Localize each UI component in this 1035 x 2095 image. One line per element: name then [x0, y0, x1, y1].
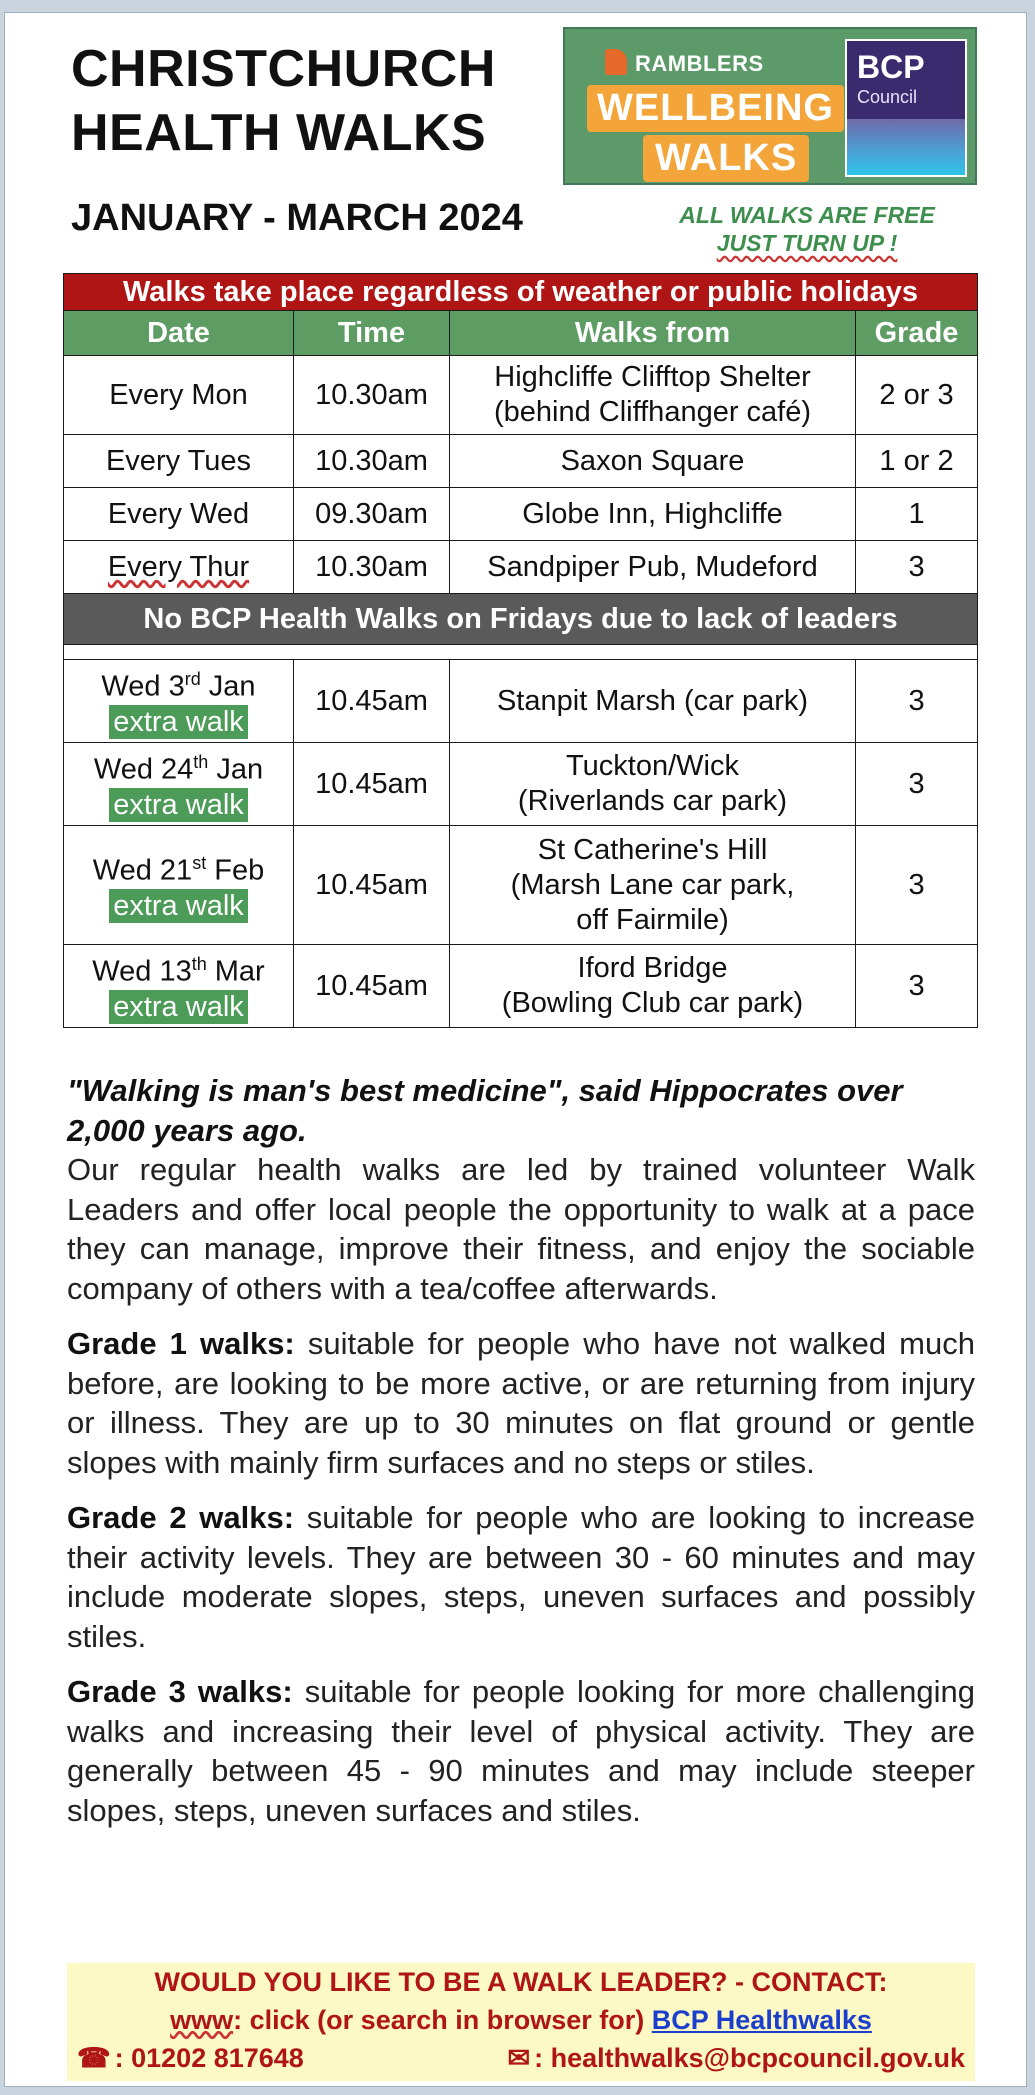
page-title: [71, 37, 571, 165]
friday-notice: No BCP Health Walks on Fridays due to lack of leaders: [64, 594, 978, 645]
table-row: [64, 541, 978, 594]
column-header-grade: Grade: [856, 311, 978, 356]
walk-leader-question: WOULD YOU LIKE TO BE A WALK LEADER? - CONTACT:: [154, 1967, 888, 1997]
bcp-wordmark: BCP: [857, 49, 925, 85]
grade-1-paragraph: [67, 1324, 975, 1482]
telephone-icon: ☎: [77, 2043, 111, 2073]
table-row: [64, 743, 978, 826]
title-line-1: CHRISTCHURCH: [71, 40, 496, 98]
weather-notice-row: [64, 274, 978, 311]
table-row: [64, 660, 978, 743]
time-cell: 10.30am: [294, 541, 450, 594]
weather-notice: Walks take place regardless of weather or public holidays: [64, 274, 978, 311]
grade-cell: 1 or 2: [856, 435, 978, 488]
grade-2-label: Grade 2 walks:: [67, 1500, 295, 1535]
location-line: (Riverlands car park): [517, 785, 788, 817]
table-row: [64, 488, 978, 541]
wave-graphic-icon: [847, 119, 965, 175]
location-line: Iford Bridge: [577, 952, 728, 984]
location-line: (behind Cliffhanger café): [493, 396, 812, 428]
intro-paragraph: Our regular health walks are led by trained volunteer Walk Leaders and offer local people the opportunity to walk at a pace they can manage, improve their fitness, and enjoy the sociable company of others with a tea/coffee afterwards.: [67, 1152, 975, 1306]
location-line: (Bowling Club car park): [501, 987, 804, 1019]
date-text: Every Thur: [107, 550, 250, 583]
phone-contact: [77, 2039, 304, 2077]
grade-cell: 3: [856, 826, 978, 945]
column-header-time: Time: [294, 311, 450, 356]
flyer-page: [4, 12, 1027, 2087]
date-cell: Every Mon: [64, 356, 294, 435]
extra-walk-badge: extra walk: [109, 705, 248, 739]
date-cell: [64, 743, 294, 826]
location-line: Highcliffe Clifftop Shelter: [494, 361, 811, 393]
extra-walk-badge: extra walk: [109, 889, 248, 923]
date-cell: [64, 660, 294, 743]
www-label: www: [170, 2005, 234, 2035]
location-line: off Fairmile): [576, 903, 729, 936]
grade-3-text: suitable for people looking for more challenging walks and increasing their level of physical activity. They are generally between 45 - 90 minutes and may include steeper slopes, steps, uneven surfaces and stiles.: [67, 1674, 976, 1828]
time-cell: 10.45am: [294, 945, 450, 1028]
extra-walk-badge: extra walk: [109, 788, 248, 822]
table-header-row: [64, 311, 978, 356]
date-cell: [64, 541, 294, 594]
free-walks-note: [647, 201, 967, 257]
location-cell: [450, 743, 856, 826]
grade-cell: 3: [856, 660, 978, 743]
time-cell: 10.45am: [294, 826, 450, 945]
grade-3-paragraph: [67, 1672, 975, 1830]
walks-schedule-table: [63, 273, 978, 1028]
hippocrates-quote: "Walking is man's best medicine", said Hippocrates over 2,000 years ago.: [67, 1073, 903, 1148]
grade-2-paragraph: [67, 1498, 975, 1656]
location-cell: Saxon Square: [450, 435, 856, 488]
date-cell: [64, 826, 294, 945]
contact-line: [67, 2039, 975, 2077]
ramblers-wordmark: RAMBLERS: [635, 51, 764, 76]
grade-3-label: Grade 3 walks:: [67, 1674, 293, 1709]
grade-cell: 1: [856, 488, 978, 541]
email-address[interactable]: : healthwalks@bcpcouncil.gov.uk: [534, 2043, 965, 2073]
location-cell: [450, 826, 856, 945]
grade-1-label: Grade 1 walks:: [67, 1326, 295, 1361]
date-text: Wed 13th Mar: [92, 954, 265, 988]
date-text: Wed 21st Feb: [92, 853, 265, 887]
walks-wordmark: WALKS: [643, 135, 809, 182]
council-wordmark: Council: [857, 87, 918, 107]
free-line-2: JUST TURN UP !: [716, 230, 898, 256]
website-line: [67, 2001, 975, 2039]
friday-notice-row: [64, 594, 978, 645]
date-text: Wed 3rd Jan: [101, 669, 256, 703]
period-heading: JANUARY - MARCH 2024: [71, 197, 523, 239]
grade-cell: 3: [856, 945, 978, 1028]
free-line-1: ALL WALKS ARE FREE: [679, 202, 935, 228]
bcp-council-logo: [845, 39, 967, 177]
location-line: Tuckton/Wick: [566, 750, 739, 782]
email-contact: [507, 2039, 965, 2077]
date-text: Wed 24th Jan: [93, 752, 264, 786]
grade-2-text: suitable for people who are looking to increase their activity levels. They are between 30 - 60 minutes and may include moderate slopes, steps, uneven surfaces and possibly stiles.: [67, 1500, 975, 1654]
title-line-2: HEALTH WALKS: [71, 104, 487, 162]
column-header-date: Date: [64, 311, 294, 356]
location-line: St Catherine's Hill: [537, 833, 768, 866]
time-cell: 10.30am: [294, 356, 450, 435]
grade-cell: 2 or 3: [856, 356, 978, 435]
date-cell: Every Wed: [64, 488, 294, 541]
location-cell: Globe Inn, Highcliffe: [450, 488, 856, 541]
date-cell: [64, 945, 294, 1028]
wellbeing-wordmark: WELLBEING: [587, 85, 844, 132]
ramblers-logo-icon: [605, 49, 627, 75]
location-cell: [450, 356, 856, 435]
ramblers-wellbeing-logo: [563, 27, 977, 185]
table-row: [64, 435, 978, 488]
grade-cell: 3: [856, 743, 978, 826]
extra-walk-badge: extra walk: [109, 990, 248, 1024]
location-cell: [450, 945, 856, 1028]
date-cell: Every Tues: [64, 435, 294, 488]
location-cell: Stanpit Marsh (car park): [450, 660, 856, 743]
location-line: (Marsh Lane car park,: [510, 868, 795, 901]
table-row: [64, 945, 978, 1028]
column-header-walks-from: Walks from: [450, 311, 856, 356]
description-section: [67, 1071, 975, 1846]
table-row: [64, 826, 978, 945]
website-instruction: : click (or search in browser for): [233, 2005, 652, 2035]
grade-1-text: suitable for people who have not walked much before, are looking to be more active, or are returning from injury or illness. They are up to 30 minutes on flat ground or gentle slopes with mainly firm surfaces and no steps or stiles.: [67, 1326, 975, 1480]
phone-number: : 01202 817648: [114, 2043, 304, 2073]
location-cell: Sandpiper Pub, Mudeford: [450, 541, 856, 594]
time-cell: 10.45am: [294, 743, 450, 826]
table-row: [64, 356, 978, 435]
bcp-healthwalks-link[interactable]: BCP Healthwalks: [651, 2005, 872, 2035]
envelope-icon: ✉: [507, 2043, 531, 2073]
time-cell: 10.30am: [294, 435, 450, 488]
time-cell: 09.30am: [294, 488, 450, 541]
time-cell: 10.45am: [294, 660, 450, 743]
grade-cell: 3: [856, 541, 978, 594]
walk-leader-contact-box: [67, 1963, 975, 2081]
table-spacer-row: [64, 645, 978, 660]
